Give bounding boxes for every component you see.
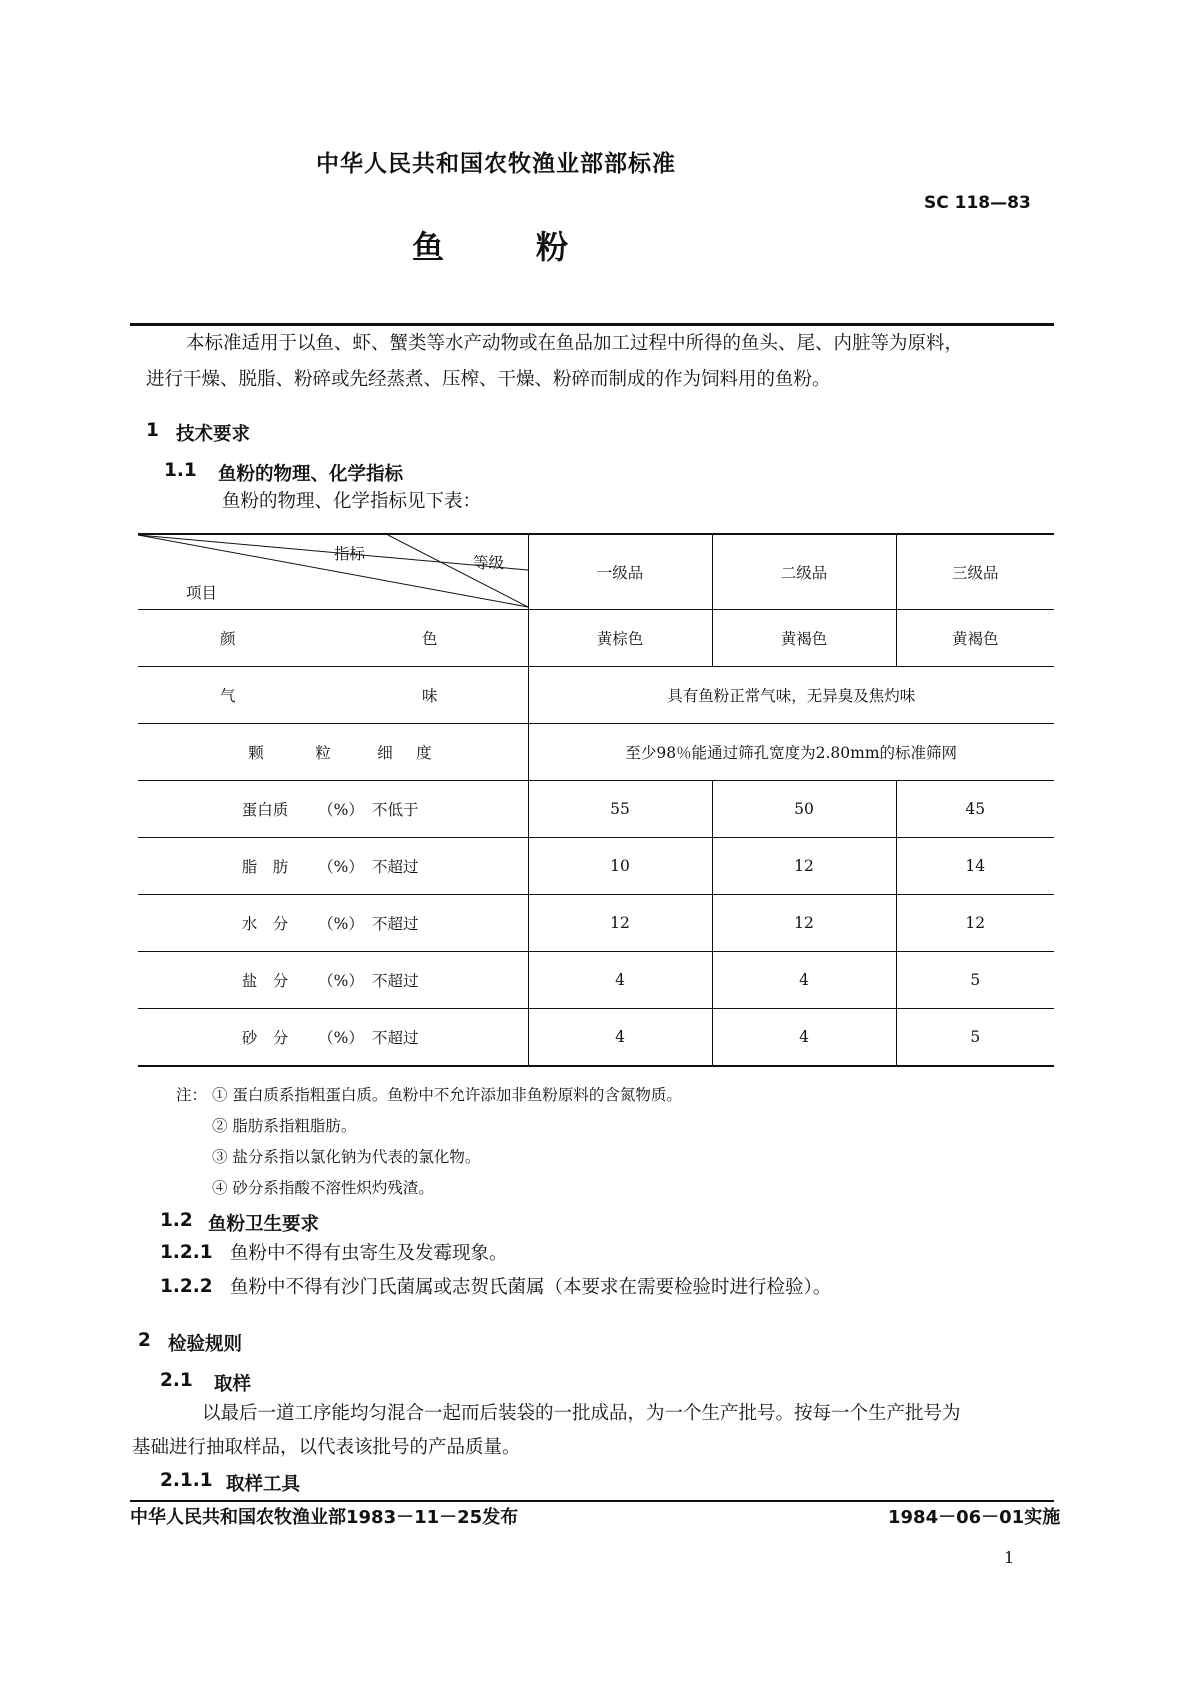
item-smell: 气 味: [138, 667, 528, 724]
moisture-grade-2: 12: [712, 895, 896, 952]
protein-grade-3: 45: [896, 781, 1054, 838]
header-label-item: 项目: [186, 584, 218, 602]
title-char-2: 粉: [536, 228, 569, 266]
header-grade-3: 三级品: [896, 534, 1054, 610]
note-4: ④ 砂分系指酸不溶性炽灼残渣。: [212, 1179, 434, 1197]
note-1: ① 蛋白质系指粗蛋白质。鱼粉中不允许添加非鱼粉原料的含氮物质。: [212, 1086, 682, 1104]
effective-date: 1984－06－01实施: [888, 1507, 1061, 1528]
protein-grade-1: 55: [528, 781, 712, 838]
color-grade-2: 黄褐色: [712, 610, 896, 667]
standard-code: SC 118—83: [924, 193, 1031, 213]
header-grade-2: 二级品: [712, 534, 896, 610]
fat-grade-1: 10: [528, 838, 712, 895]
header-label-grade: 等级: [473, 554, 505, 572]
section-1-2-2-text: 鱼粉中不得有沙门氏菌属或志贺氏菌属（本要求在需要检验时进行检验）。: [230, 1277, 832, 1298]
section-2-1-number: 2.1: [160, 1370, 193, 1391]
sand-grade-3: 5: [896, 1009, 1054, 1067]
section-1-2-1-number: 1.2.1: [160, 1242, 213, 1263]
intro-line-1: 本标准适用于以鱼、虾、蟹类等水产动物或在鱼品加工过程中所得的鱼头、尾、内脏等为原料，: [186, 333, 964, 354]
section-1-number: 1: [146, 420, 159, 441]
table-row-smell: [138, 667, 1054, 724]
item-salt: 盐 分 （%） 不超过: [138, 952, 528, 1009]
section-2-1-1-number: 2.1.1: [160, 1470, 213, 1491]
table-row: [138, 781, 1054, 838]
notes-label: 注：: [176, 1086, 208, 1104]
section-2-number: 2: [138, 1330, 151, 1351]
intro-line-2: 进行干燥、脱脂、粉碎或先经蒸煮、压榨、干燥、粉碎而制成的作为饲料用的鱼粉。: [146, 369, 831, 390]
note-2: ② 脂肪系指粗脂肪。: [212, 1117, 357, 1135]
section-2-1-line-1: 以最后一道工序能均匀混合一起而后装袋的一批成品，为一个生产批号。按每一个生产批号为: [202, 1403, 961, 1424]
diagonal-header-cell: [138, 534, 528, 610]
table-row-grain: [138, 724, 1054, 781]
smell-value: 具有鱼粉正常气味，无异臭及焦灼味: [528, 667, 1054, 724]
color-grade-3: 黄褐色: [896, 610, 1054, 667]
salt-grade-2: 4: [712, 952, 896, 1009]
issuing-organization: 中华人民共和国农牧渔业部部标准: [316, 151, 676, 177]
issue-date: 中华人民共和国农牧渔业部1983－11－25发布: [130, 1507, 519, 1528]
item-grain-fineness: 颗 粒 细 度: [138, 724, 528, 781]
color-grade-1: 黄棕色: [528, 610, 712, 667]
section-2-1-line-2: 基础进行抽取样品，以代表该批号的产品质量。: [132, 1437, 521, 1458]
fat-grade-2: 12: [712, 838, 896, 895]
section-1-2-title: 鱼粉卫生要求: [208, 1214, 320, 1235]
protein-grade-2: 50: [712, 781, 896, 838]
salt-grade-3: 5: [896, 952, 1054, 1009]
item-fat: 脂 肪 （%） 不超过: [138, 838, 528, 895]
section-2-title: 检验规则: [168, 1334, 243, 1355]
header-grade-1: 一级品: [528, 534, 712, 610]
grain-fineness-value: 至少98％能通过筛孔宽度为2.80mm的标准筛网: [528, 724, 1054, 781]
item-protein: 蛋白质 （%） 不低于: [138, 781, 528, 838]
table-header-row: [138, 534, 1054, 610]
section-1-2-2-number: 1.2.2: [160, 1276, 213, 1297]
section-1-1-description: 鱼粉的物理、化学指标见下表：: [222, 491, 482, 512]
salt-grade-1: 4: [528, 952, 712, 1009]
section-2-1-1-title: 取样工具: [226, 1474, 301, 1495]
item-color: 颜 色: [138, 610, 528, 667]
moisture-grade-3: 12: [896, 895, 1054, 952]
section-1-1-title: 鱼粉的物理、化学指标: [218, 464, 404, 485]
header-label-index: 指标: [334, 545, 366, 563]
section-1-1-number: 1.1: [164, 460, 197, 481]
sand-grade-2: 4: [712, 1009, 896, 1067]
footer-rule: [130, 1500, 1054, 1502]
moisture-grade-1: 12: [528, 895, 712, 952]
sand-grade-1: 4: [528, 1009, 712, 1067]
item-sand: 砂 分 （%） 不超过: [138, 1009, 528, 1067]
page-number: 1: [1004, 1548, 1015, 1567]
fat-grade-3: 14: [896, 838, 1054, 895]
section-1-title: 技术要求: [176, 424, 251, 445]
section-1-2-number: 1.2: [160, 1210, 193, 1231]
section-1-2-1-text: 鱼粉中不得有虫寄生及发霉现象。: [230, 1243, 508, 1264]
table-row: [138, 952, 1054, 1009]
note-3: ③ 盐分系指以氯化钠为代表的氯化物。: [212, 1148, 481, 1166]
title-char-1: 鱼: [412, 228, 445, 266]
table-row: [138, 838, 1054, 895]
item-moisture: 水 分 （%） 不超过: [138, 895, 528, 952]
table-row-color: [138, 610, 1054, 667]
physical-chemical-index-table: [138, 533, 1054, 1067]
table-row: [138, 895, 1054, 952]
table-row: [138, 1009, 1054, 1067]
section-2-1-title: 取样: [214, 1374, 252, 1395]
